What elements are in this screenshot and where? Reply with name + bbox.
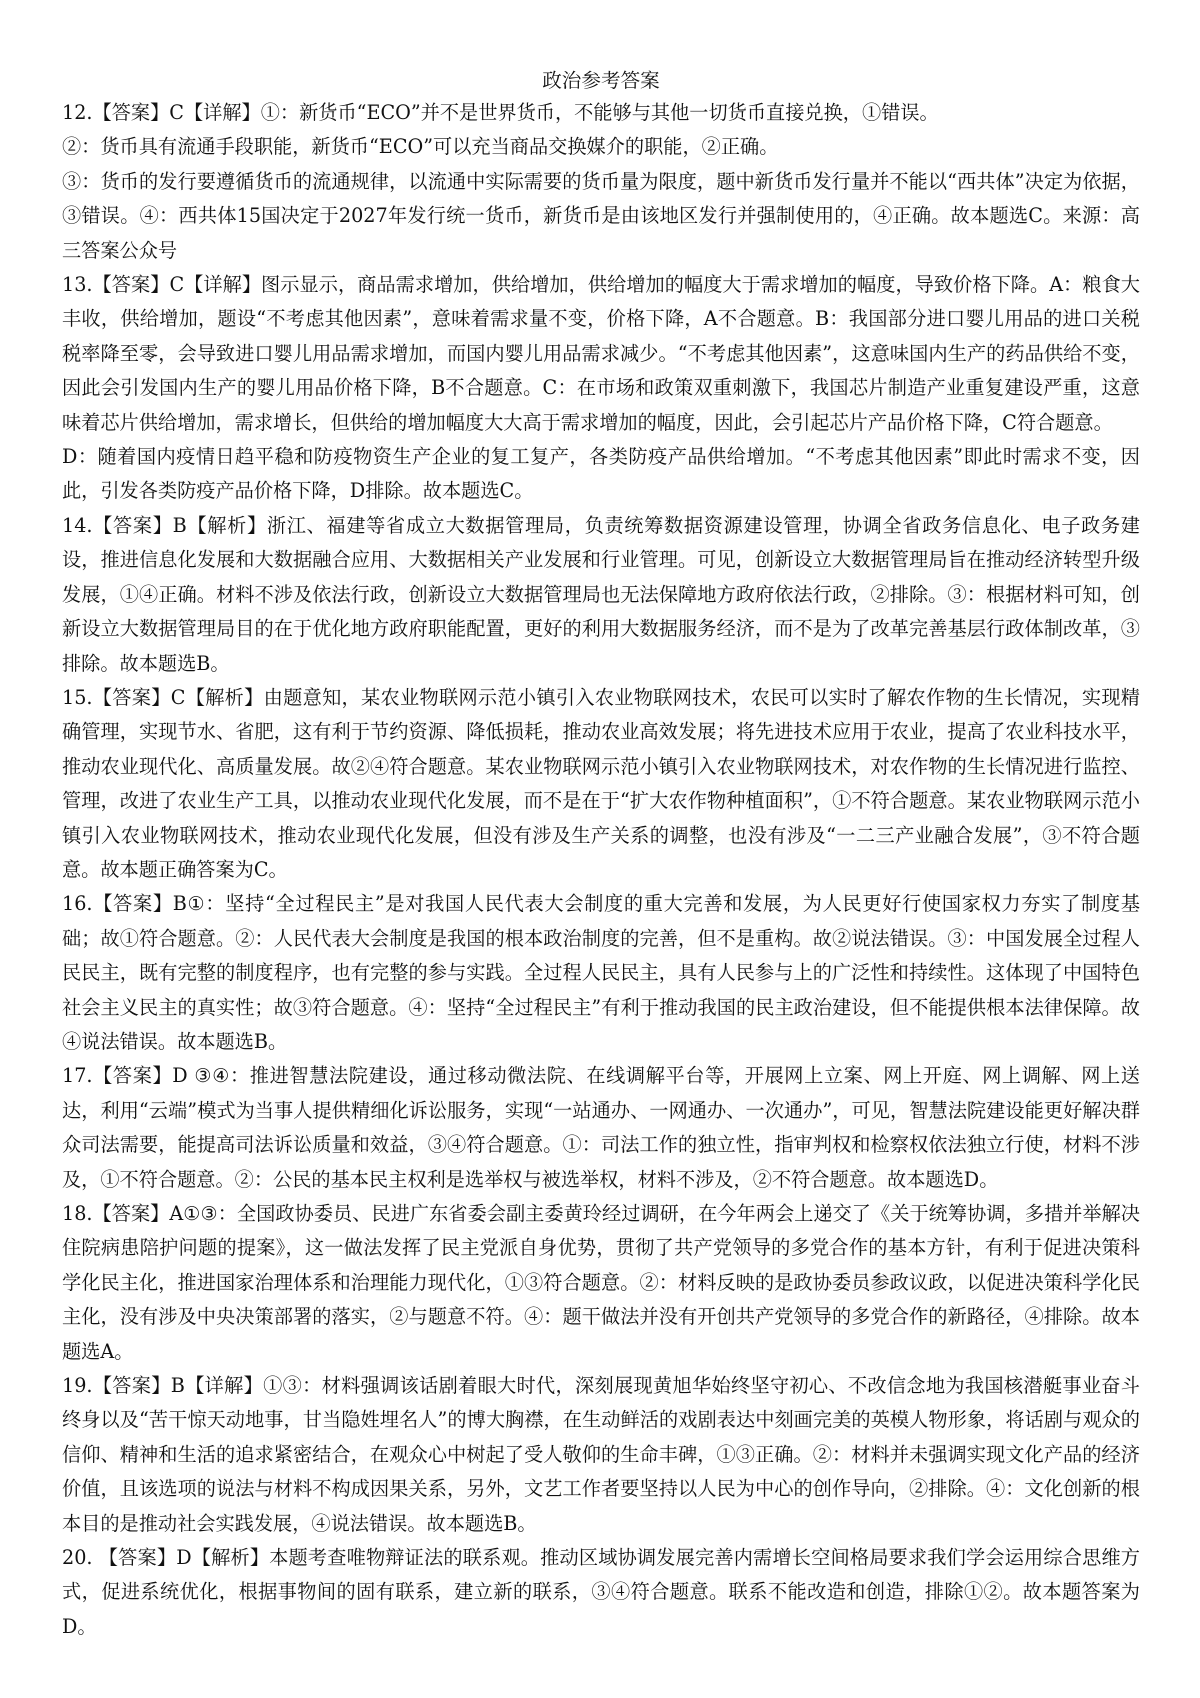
document-title: 政治参考答案: [542, 69, 660, 92]
answer-paragraph-q12-1: 12.【答案】C【详解】①：新货币“ECO”并不是世界货币，不能够与其他一切货币直接兑换，①错误。: [62, 101, 939, 124]
answer-paragraph-q20: 20. 【答案】D【解析】本题考查唯物辩证法的联系观。推动区域协调发展完善内需增长空间格局要求我们学会运用综合思维方式，促进系统优化，根据事物间的固有联系，建立新的联系，③④符合题意。联系不能改造和创造，排除①②。故本题答案为D。: [62, 1546, 1140, 1638]
answer-paragraph-q19: 19.【答案】B【详解】①③：材料强调该话剧着眼大时代，深刻展现黄旭华始终坚守初心、不改信念地为我国核潜艇事业奋斗终身以及“苦干惊天动地事，甘当隐姓埋名人”的博大胸襟，在生动鲜活的戏剧表达中刻画完美的英模人物形象，将话剧与观众的信仰、精神和生活的追求紧密结合，在观众心中树起了受人敬仰的生命丰碑，①③正确。②：材料并未强调实现文化产品的经济价值，且该选项的说法与材料不构成因果关系，另外，文艺工作者要坚持以人民为中心的创作导向，②排除。④：文化创新的根本目的是推动社会实践发展，④说法错误。故本题选B。: [62, 1374, 1140, 1535]
answer-paragraph-q13-2: D：随着国内疫情日趋平稳和防疫物资生产企业的复工复产，各类防疫产品供给增加。“不考虑其他因素”即此时需求不变，因此，引发各类防疫产品价格下降，D排除。故本题选C。: [62, 445, 1140, 503]
answer-paragraph-q12-3: ③：货币的发行要遵循货币的流通规律，以流通中实际需要的货币量为限度，题中新货币发行量并不能以“西共体”决定为依据，③错误。④：西共体15国决定于2027年发行统一货币，新货币是由该地区发行并强制使用的，④正确。故本题选C。来源：高三答案公众号: [62, 169, 1140, 262]
answer-document: [62, 68, 1140, 1644]
answer-paragraph-q18: 18.【答案】A①③：全国政协委员、民进广东省委会副主委黄玲经过调研，在今年两会上递交了《关于统筹协调，多措并举解决住院病患陪护问题的提案》，这一做法发挥了民主党派自身优势，贯彻了共产党领导的多党合作的基本方针，有利于促进决策科学化民主化，推进国家治理体系和治理能力现代化，①③符合题意。②：材料反映的是政协委员参政议政，以促进决策科学化民主化，没有涉及中央决策部署的落实，②与题意不符。④：题干做法并没有开创共产党领导的多党合作的新路径，④排除。故本题选A。: [62, 1202, 1140, 1363]
answer-paragraph-q12-2: ②：货币具有流通手段职能，新货币“ECO”可以充当商品交换媒介的职能，②正确。: [62, 135, 779, 159]
answer-paragraph-q13-1: 13.【答案】C【详解】图示显示，商品需求增加，供给增加，供给增加的幅度大于需求增加的幅度，导致价格下降。A：粮食大丰收，供给增加，题设“不考虑其他因素”，意味着需求量不变，价格下降，A不合题意。B：我国部分进口婴儿用品的进口关税税率降至零，会导致进口婴儿用品需求增加，而国内婴儿用品需求减少。“不考虑其他因素”，这意味国内生产的药品供给不变，因此会引发国内生产的婴儿用品价格下降，B不合题意。C：在市场和政策双重刺激下，我国芯片制造产业重复建设严重，这意味着芯片供给增加，需求增长，但供给的增加幅度大大高于需求增加的幅度，因此，会引起芯片产品价格下降，C符合题意。: [62, 273, 1140, 434]
answer-paragraph-q17: 17.【答案】D ③④：推进智慧法院建设，通过移动微法院、在线调解平台等，开展网上立案、网上开庭、网上调解、网上送达，利用“云端”模式为当事人提供精细化诉讼服务，实现“一站通办、一网通办、一次通办”，可见，智慧法院建设能更好解决群众司法需要，能提高司法诉讼质量和效益，③④符合题意。①：司法工作的独立性，指审判权和检察权依法独立行使，材料不涉及，①不符合题意。②：公民的基本民主权利是选举权与被选举权，材料不涉及，②不符合题意。故本题选D。: [62, 1064, 1140, 1191]
answer-paragraph-q14: 14.【答案】B【解析】浙江、福建等省成立大数据管理局，负责统筹数据资源建设管理，协调全省政务信息化、电子政务建设，推进信息化发展和大数据融合应用、大数据相关产业发展和行业管理。可见，创新设立大数据管理局旨在推动经济转型升级发展，①④正确。材料不涉及依法行政，创新设立大数据管理局也无法保障地方政府依法行政，②排除。③：根据材料可知，创新设立大数据管理局目的在于优化地方政府职能配置，更好的利用大数据服务经济，而不是为了改革完善基层行政体制改革，③排除。故本题选B。: [62, 513, 1140, 675]
answer-paragraph-q15: 15.【答案】C【解析】由题意知，某农业物联网示范小镇引入农业物联网技术，农民可以实时了解农作物的生长情况，实现精确管理，实现节水、省肥，这有利于节约资源、降低损耗，推动农业高效发展；将先进技术应用于农业，提高了农业科技水平，推动农业现代化、高质量发展。故②④符合题意。某农业物联网示范小镇引入农业物联网技术，对农作物的生长情况进行监控、管理，改进了农业生产工具，以推动农业现代化发展，而不是在于“扩大农作物种植面积”，①不符合题意。某农业物联网示范小镇引入农业物联网技术，推动农业现代化发展，但没有涉及生产关系的调整，也没有涉及“一二三产业融合发展”，③不符合题意。故本题正确答案为C。: [62, 685, 1140, 881]
answer-paragraph-q16: 16.【答案】B①：坚持“全过程民主”是对我国人民代表大会制度的重大完善和发展，为人民更好行使国家权力夯实了制度基础；故①符合题意。②：人民代表大会制度是我国的根本政治制度的完善，但不是重构。故②说法错误。③：中国发展全过程人民民主，既有完整的制度程序，也有完整的参与实践。全过程人民民主，具有人民参与上的广泛性和持续性。这体现了中国特色社会主义民主的真实性；故③符合题意。④：坚持“全过程民主”有利于推动我国的民主政治建设，但不能提供根本法律保障。故④说法错误。故本题选B。: [62, 892, 1140, 1053]
